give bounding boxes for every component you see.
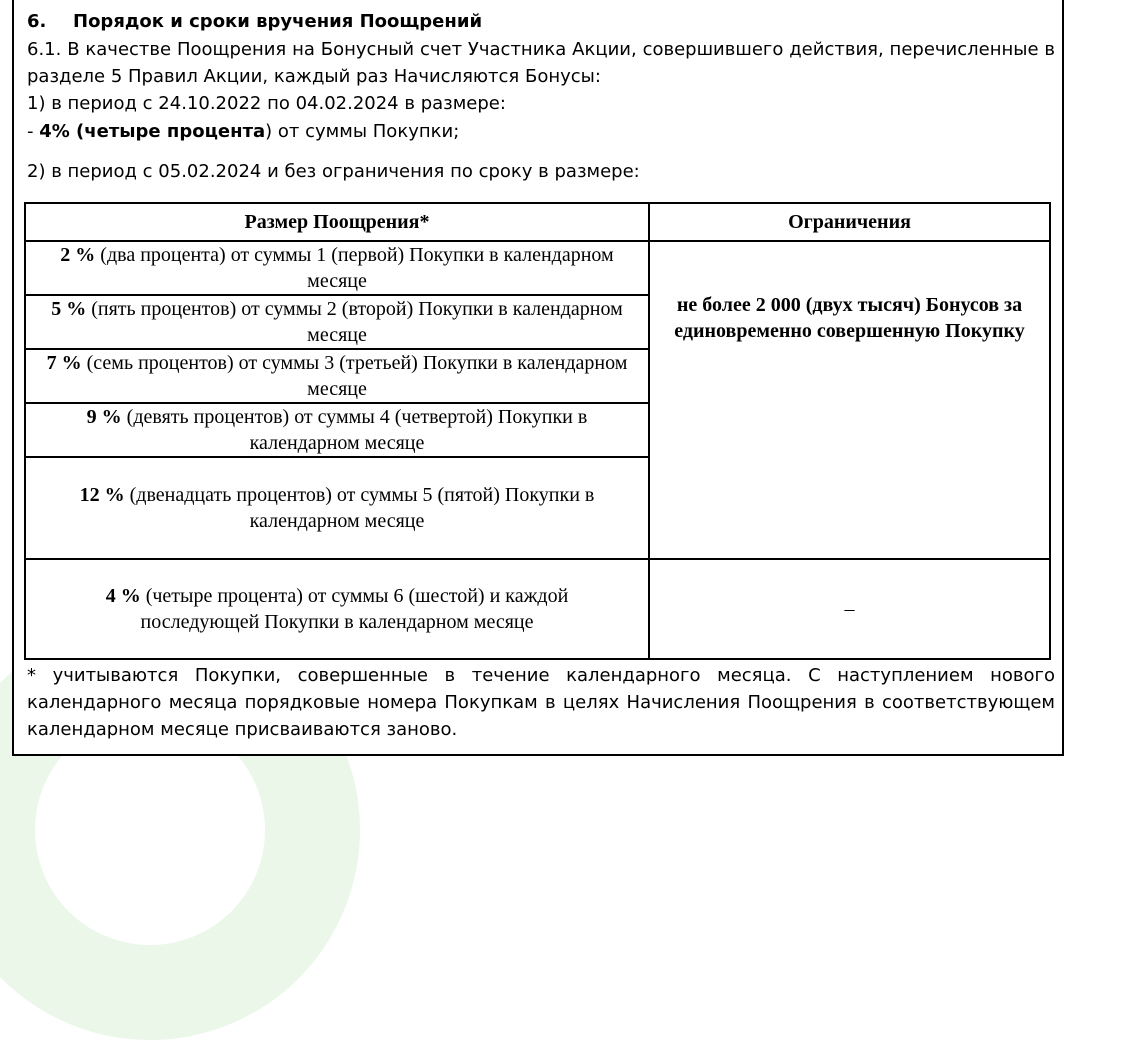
bullet-bold-rate: 4% (четыре процента bbox=[39, 121, 266, 142]
table-row bbox=[25, 295, 649, 349]
rate-description: (четыре процента) от суммы 6 (шестой) и каждой последующей Покупки в календарном месяце bbox=[140, 585, 569, 633]
period-1-bullet bbox=[27, 118, 1055, 146]
paragraph-6-1: 6.1. В качестве Поощрения на Бонусный счет Участника Акции, совершившего действия, перечисленные в разделе 5 Правил Акции, каждый раз Начисляются Бонусы: bbox=[27, 39, 1055, 87]
rate-description: (два процента) от суммы 1 (первой) Покупки в календарном месяце bbox=[95, 244, 614, 292]
table-row bbox=[25, 403, 649, 457]
reward-table bbox=[24, 202, 1051, 660]
rate-description: (пять процентов) от суммы 2 (второй) Покупки в календарном месяце bbox=[86, 298, 623, 346]
rate-description: (семь процентов) от суммы 3 (третьей) Покупки в календарном месяце bbox=[81, 352, 628, 400]
period-1-label: 1) в период с 24.10.2022 по 04.02.2024 в размере: bbox=[27, 93, 506, 114]
table-row bbox=[25, 349, 649, 403]
rate-percent: 9 % bbox=[86, 406, 122, 428]
section-heading bbox=[27, 8, 1055, 36]
rate-percent: 5 % bbox=[51, 298, 87, 320]
header-reward-size: Размер Поощрения* bbox=[25, 203, 649, 241]
rate-description: (двенадцать процентов) от суммы 5 (пятой) Покупки в календарном месяце bbox=[124, 484, 595, 532]
table-row bbox=[25, 241, 649, 295]
rate-percent: 12 % bbox=[79, 484, 125, 506]
period-2-label: 2) в период с 05.02.2024 и без ограничения по сроку в размере: bbox=[27, 161, 640, 182]
bullet-dash: - bbox=[27, 121, 40, 142]
section-number: 6. bbox=[27, 11, 47, 32]
rate-percent: 2 % bbox=[60, 244, 96, 266]
table-row bbox=[25, 457, 649, 559]
rate-description: (девять процентов) от суммы 4 (четвертой) Покупки в календарном месяце bbox=[121, 406, 588, 454]
document-body bbox=[27, 8, 1055, 186]
bullet-rest: ) от суммы Покупки; bbox=[265, 121, 460, 142]
section-title: Порядок и сроки вручения Поощрений bbox=[73, 11, 483, 32]
table-row bbox=[25, 559, 649, 659]
document-frame bbox=[12, 0, 1064, 756]
rate-percent: 4 % bbox=[105, 585, 141, 607]
limit-cell-empty: – bbox=[649, 559, 1050, 659]
footnote: * учитываются Покупки, совершенные в течение календарного месяца. С наступлением нового календарного месяца порядковые номера Покупкам в целях Начисления Поощрения в соответствующем календарном месяце присваиваются заново. bbox=[27, 665, 1055, 740]
rate-percent: 7 % bbox=[46, 352, 82, 374]
header-limits: Ограничения bbox=[649, 203, 1050, 241]
limit-cell: не более 2 000 (двух тысяч) Бонусов за единовременно совершенную Покупку bbox=[649, 241, 1050, 559]
